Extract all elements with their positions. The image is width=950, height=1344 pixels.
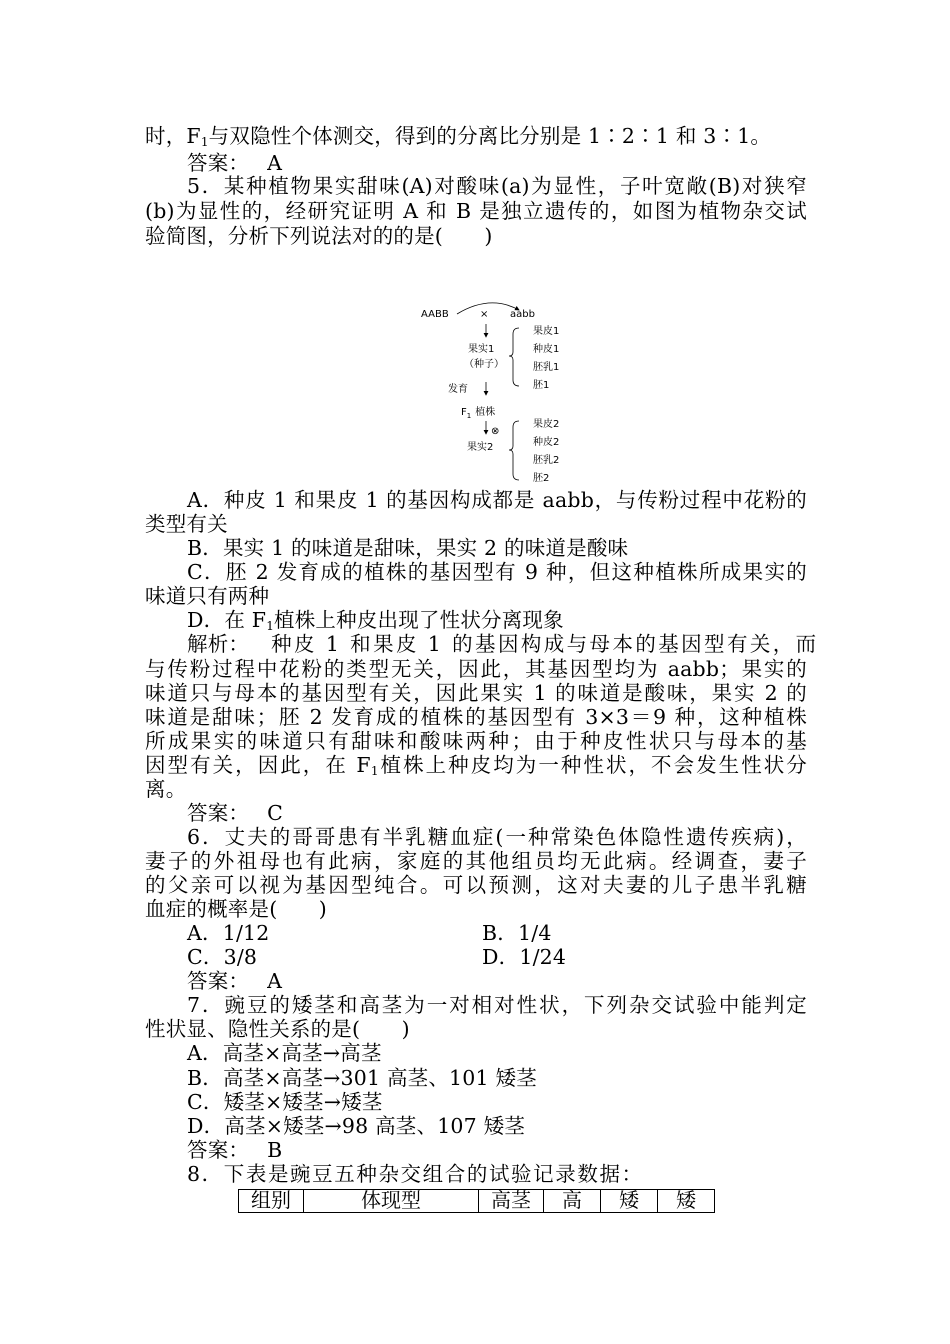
option-7b: B．高茎×高茎→301 高茎、101 矮茎 [187,1066,537,1090]
table-header-cell: 矮 [658,1190,715,1213]
question-7-line-1: 7．豌豆的矮茎和高茎为一对相对性状，下列杂交试验中能判定 [187,993,807,1017]
option-5a-line-1: A．种皮 1 和果皮 1 的基因构成都是 aabb，与传粉过程中花粉的 [187,488,807,512]
group-1-item: 胚乳1 [533,362,560,373]
parent-2-label: aabb [510,309,535,320]
answer-q5: 答案： C [187,801,283,825]
question-7-line-2: 性状显、隐性关系的是( ) [145,1017,410,1041]
option-7a: A．高茎×高茎→高茎 [187,1041,382,1065]
brace-1 [509,328,519,386]
table-header-cell: 组别 [239,1190,304,1213]
group-2-item: 果皮2 [533,419,560,430]
table-header-cell: 高 [544,1190,601,1213]
group-2-item: 胚乳2 [533,455,560,466]
group-1-item: 胚1 [533,380,550,391]
analysis-line-3: 味道只与母本的基因型有关，因此果实 1 的味道是酸味，果实 2 的 [145,681,807,705]
fruit-2-label: 果实2 [467,442,494,453]
answer-q6: 答案： A [187,969,283,993]
analysis-line-7: 离。 [145,777,187,801]
fruit-1-label: 果实1 [468,344,495,355]
analysis-line-1: 解析： 种皮 1 和果皮 1 的基因构成与母本的基因型有关，而 [187,632,819,656]
text-line: 时，$F_1$与双隐性个体测交，得到的分离比分别是 1∶2∶1 和 3∶1。 [145,124,772,149]
answer-q7: 答案： B [187,1138,283,1162]
option-7c: C．矮茎×矮茎→矮茎 [187,1090,383,1114]
table-header-cell: 高茎 [479,1190,544,1213]
brace-2 [509,421,519,480]
option-5b: B．果实 1 的味道是甜味，果实 2 的味道是酸味 [187,536,629,560]
selfing-symbol: ⊗ [491,426,500,437]
options-6-row-1: A．1/12 B．1/4 [187,921,552,945]
analysis-line-2: 与传粉过程中花粉的类型无关，因此，其基因型均为 aabb；果实的 [145,657,807,681]
option-7d: D．高茎×矮茎→98 高茎、107 矮茎 [187,1114,526,1138]
table-header-cell: 体现型 [304,1190,479,1213]
question-6-line-4: 血症的概率是( ) [145,897,327,921]
data-table [238,1189,715,1213]
option-5a-line-2: 类型有关 [145,512,228,536]
option-5c-line-2: 味道只有两种 [145,584,270,608]
group-1-item: 种皮1 [533,344,560,355]
group-2-item: 种皮2 [533,437,560,448]
option-5c-line-1: C．胚 2 发育成的植株的基因型有 9 种，但这种植株所成果实的 [187,560,807,584]
question-6-line-2: 妻子的外祖母也有此病，家庭的其他组员均无此病。经调查，妻子 [145,849,807,873]
analysis-line-4: 味道是甜味；胚 2 发育成的植株的基因型有 3×3＝9 种，这种植株 [145,705,807,729]
question-8-line-1: 8．下表是豌豆五种杂交组合的试验记录数据： [187,1162,644,1186]
parent-1-label: AABB [421,309,449,320]
cross-symbol: × [480,309,489,320]
options-6-row-2: C．3/8 D．1/24 [187,945,567,969]
analysis-line-6: 因型有关，因此，在 $F_1$植株上种皮均为一种性状，不会发生性状分 [145,753,807,778]
question-5-line-2: (b)为显性的，经研究证明 A 和 B 是独立遗传的，如图为植物杂交试 [145,199,807,223]
question-6-line-1: 6．丈夫的哥哥患有半乳糖血症(一种常染色体隐性遗传疾病)， [187,825,807,849]
hybridization-diagram [415,300,595,490]
table-header-row [239,1190,715,1213]
analysis-line-5: 所成果实的味道只有甜味和酸味两种；由于种皮性状只与母本的基 [145,729,807,753]
option-5d: D．在 $F_1$植株上种皮出现了性状分离现象 [187,608,564,633]
f1-plant-label: $F_1$ 植株 [461,407,496,420]
question-5-line-3: 验简图，分析下列说法对的的是( ) [145,224,493,248]
group-2-item: 胚2 [533,473,550,484]
group-1-item: 果皮1 [533,326,560,337]
seed-label: （种子） [464,359,504,370]
question-5-line-1: 5．某种植物果实甜味(A)对酸味(a)为显性，子叶宽敞(B)对狭窄 [187,174,807,198]
answer-q4: 答案： A [187,151,283,175]
develop-label: 发育 [448,384,468,395]
table-header-cell: 矮 [601,1190,658,1213]
question-6-line-3: 的父亲可以视为基因型纯合。可以预测，这对夫妻的儿子患半乳糖 [145,873,807,897]
